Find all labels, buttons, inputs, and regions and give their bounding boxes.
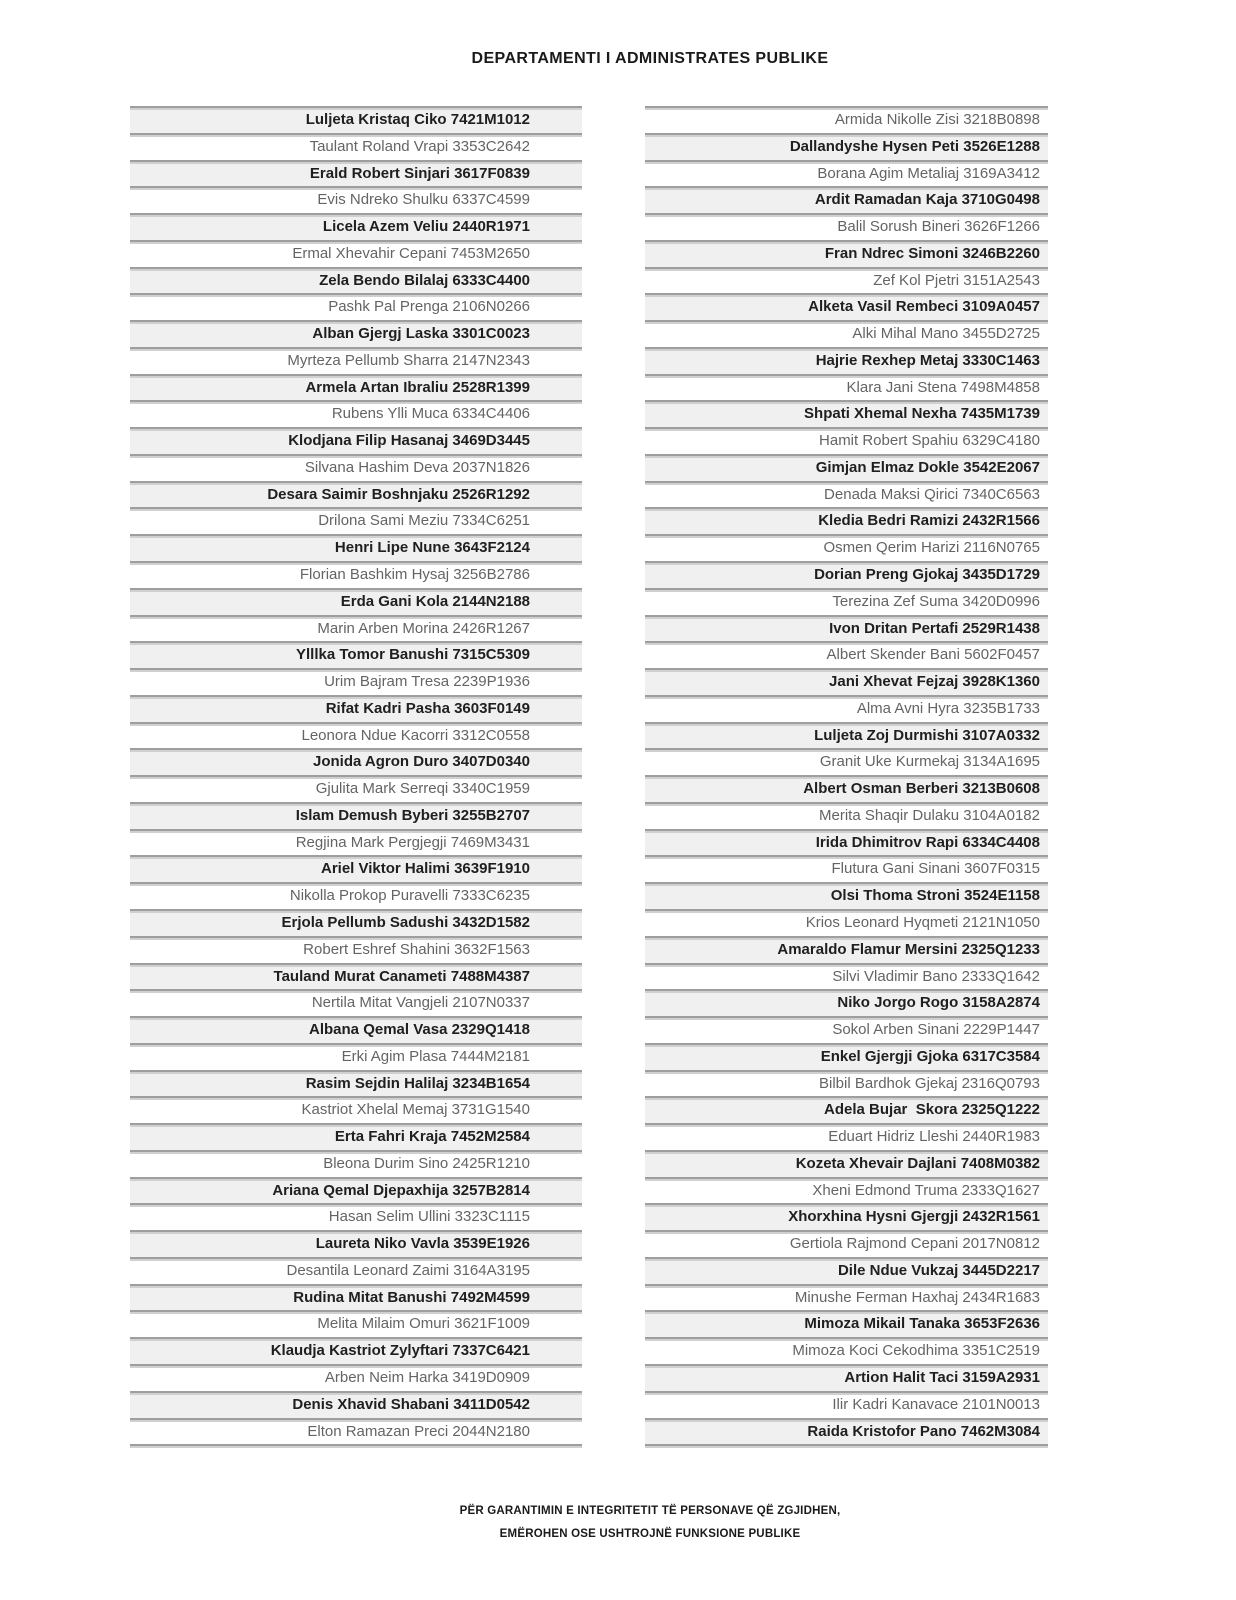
- person-entry: Mimoza Koci Cekodhima 3351C2519: [792, 1342, 1040, 1360]
- person-entry: Drilona Sami Meziu 7334C6251: [318, 512, 530, 530]
- list-item: [645, 1177, 1048, 1204]
- list-item: [645, 1043, 1048, 1070]
- person-entry: Taulant Roland Vrapi 3353C2642: [309, 137, 530, 155]
- list-item: [645, 829, 1048, 856]
- person-entry: Nertila Mitat Vangjeli 2107N0337: [311, 994, 530, 1012]
- list-item: [645, 561, 1048, 588]
- person-entry: Tauland Murat Canameti 7488M4387: [273, 967, 530, 985]
- person-entry: Desara Saimir Boshnjaku 2526R1292: [267, 485, 530, 503]
- page-footer: [130, 1500, 1170, 1546]
- person-entry: Mimoza Mikail Tanaka 3653F2636: [804, 1315, 1040, 1333]
- person-entry: Ardit Ramadan Kaja 3710G0498: [814, 191, 1040, 209]
- list-item: [130, 668, 582, 695]
- person-entry: Ermal Xhevahir Cepani 7453M2650: [292, 244, 530, 262]
- footer-line-2: EMËROHEN OSE USHTROJNË FUNKSIONE PUBLIKE: [499, 1528, 801, 1540]
- list-item: [645, 641, 1048, 668]
- list-item: [130, 454, 582, 481]
- list-item: [645, 106, 1048, 133]
- person-entry: Bilbil Bardhok Gjekaj 2316Q0793: [819, 1074, 1040, 1092]
- list-item: [645, 1096, 1048, 1123]
- list-item: [645, 1123, 1048, 1150]
- list-item: [130, 267, 582, 294]
- list-item: [130, 133, 582, 160]
- list-item: [130, 936, 582, 963]
- person-entry: Erda Gani Kola 2144N2188: [340, 592, 530, 610]
- person-entry: Alma Avni Hyra 3235B1733: [856, 699, 1040, 717]
- person-entry: Xheni Edmond Truma 2333Q1627: [812, 1181, 1040, 1199]
- list-item: [645, 374, 1048, 401]
- person-entry: Alki Mihal Mano 3455D2725: [852, 325, 1040, 343]
- list-item: [645, 775, 1048, 802]
- list-item: [645, 855, 1048, 882]
- person-entry: Adela Bujar Skora 2325Q1222: [824, 1101, 1040, 1119]
- person-entry: Gimjan Elmaz Dokle 3542E2067: [815, 458, 1040, 476]
- person-entry: Minushe Ferman Haxhaj 2434R1683: [794, 1288, 1040, 1306]
- list-item: [130, 240, 582, 267]
- list-item: [645, 534, 1048, 561]
- person-entry: Gjulita Mark Serreqi 3340C1959: [315, 780, 530, 798]
- list-item: [645, 1203, 1048, 1230]
- list-item: [645, 400, 1048, 427]
- list-item: [130, 882, 582, 909]
- list-item: [130, 748, 582, 775]
- person-entry: Laureta Niko Vavla 3539E1926: [315, 1235, 530, 1253]
- person-entry: Sokol Arben Sinani 2229P1447: [832, 1021, 1040, 1039]
- list-item: [130, 1310, 582, 1337]
- list-item: [645, 615, 1048, 642]
- list-item: [130, 1364, 582, 1391]
- list-item: [130, 588, 582, 615]
- footer-line-1: PËR GARANTIMIN E INTEGRITETIT TË PERSONAVE QË ZGJIDHEN,: [459, 1505, 841, 1517]
- person-entry: Rasim Sejdin Halilaj 3234B1654: [305, 1074, 530, 1092]
- list-item: [130, 1203, 582, 1230]
- list-item: [645, 1230, 1048, 1257]
- list-item: [645, 989, 1048, 1016]
- person-entry: Kozeta Xhevair Dajlani 7408M0382: [795, 1154, 1040, 1172]
- person-entry: Merita Shaqir Dulaku 3104A0182: [819, 806, 1040, 824]
- list-item: [645, 240, 1048, 267]
- list-item: [130, 1418, 582, 1445]
- list-item: [130, 374, 582, 401]
- list-item: [130, 1016, 582, 1043]
- list-item: [130, 829, 582, 856]
- list-item: [130, 106, 582, 133]
- person-entry: Desantila Leonard Zaimi 3164A3195: [286, 1261, 530, 1279]
- list-item: [645, 293, 1048, 320]
- person-entry: Albert Skender Bani 5602F0457: [826, 646, 1040, 664]
- list-item: [130, 1337, 582, 1364]
- list-item: [130, 293, 582, 320]
- list-item: [130, 909, 582, 936]
- person-entry: Alketa Vasil Rembeci 3109A0457: [808, 298, 1040, 316]
- list-item: [130, 186, 582, 213]
- person-entry: Alban Gjergj Laska 3301C0023: [312, 325, 530, 343]
- person-entry: Gertiola Rajmond Cepani 2017N0812: [789, 1235, 1040, 1253]
- list-item: [130, 963, 582, 990]
- list-item: [645, 1284, 1048, 1311]
- list-item: [130, 1284, 582, 1311]
- list-item: [645, 963, 1048, 990]
- person-entry: Denis Xhavid Shabani 3411D0542: [292, 1395, 530, 1413]
- person-entry: Hamit Robert Spahiu 6329C4180: [819, 432, 1040, 450]
- person-entry: Silvana Hashim Deva 2037N1826: [304, 458, 530, 476]
- list-item: [130, 1043, 582, 1070]
- person-entry: Borana Agim Metaliaj 3169A3412: [817, 164, 1040, 182]
- person-entry: Islam Demush Byberi 3255B2707: [295, 806, 530, 824]
- list-item: [645, 454, 1048, 481]
- list-item: [645, 936, 1048, 963]
- person-entry: Dile Ndue Vukzaj 3445D2217: [837, 1261, 1040, 1279]
- person-entry: Licela Azem Veliu 2440R1971: [322, 218, 530, 236]
- list-item: [645, 186, 1048, 213]
- names-table-right: [645, 106, 1048, 1449]
- list-item: [130, 1230, 582, 1257]
- list-item: [130, 213, 582, 240]
- list-item: [130, 427, 582, 454]
- list-item: [130, 802, 582, 829]
- person-entry: Ariana Qemal Djepaxhija 3257B2814: [272, 1181, 530, 1199]
- person-entry: Terezina Zef Suma 3420D0996: [832, 592, 1040, 610]
- person-entry: Jonida Agron Duro 3407D0340: [312, 753, 530, 771]
- list-item: [130, 722, 582, 749]
- person-entry: Granit Uke Kurmekaj 3134A1695: [819, 753, 1040, 771]
- list-item: [130, 695, 582, 722]
- person-entry: Klodjana Filip Hasanaj 3469D3445: [288, 432, 530, 450]
- list-item: [645, 160, 1048, 187]
- person-entry: Shpati Xhemal Nexha 7435M1739: [804, 405, 1040, 423]
- list-item: [645, 802, 1048, 829]
- person-entry: Eduart Hidriz Lleshi 2440R1983: [828, 1128, 1040, 1146]
- person-entry: Rifat Kadri Pasha 3603F0149: [325, 699, 530, 717]
- person-entry: Osmen Qerim Harizi 2116N0765: [823, 539, 1040, 557]
- list-item: [130, 775, 582, 802]
- person-entry: Zef Kol Pjetri 3151A2543: [873, 271, 1040, 289]
- list-item: [130, 347, 582, 374]
- person-entry: Albert Osman Berberi 3213B0608: [803, 780, 1040, 798]
- person-entry: Erki Agim Plasa 7444M2181: [341, 1047, 530, 1065]
- list-item: [645, 1016, 1048, 1043]
- list-item: [645, 1391, 1048, 1418]
- list-item: [645, 320, 1048, 347]
- names-table-left: [130, 106, 582, 1449]
- person-entry: Niko Jorgo Rogo 3158A2874: [837, 994, 1040, 1012]
- list-item: [645, 1257, 1048, 1284]
- list-item: [130, 1070, 582, 1097]
- list-item: [645, 748, 1048, 775]
- person-entry: Zela Bendo Bilalaj 6333C4400: [319, 271, 530, 289]
- person-entry: Dorian Preng Gjokaj 3435D1729: [814, 566, 1040, 584]
- list-item: [645, 133, 1048, 160]
- person-entry: Elton Ramazan Preci 2044N2180: [307, 1422, 530, 1440]
- list-item: [645, 695, 1048, 722]
- list-item: [645, 347, 1048, 374]
- list-item: [130, 1123, 582, 1150]
- table-bottom-border: [645, 1444, 1048, 1449]
- person-entry: Kledia Bedri Ramizi 2432R1566: [818, 512, 1040, 530]
- list-item: [645, 1364, 1048, 1391]
- person-entry: Irida Dhimitrov Rapi 6334C4408: [815, 833, 1040, 851]
- list-item: [130, 561, 582, 588]
- list-item: [645, 481, 1048, 508]
- person-entry: Dallandyshe Hysen Peti 3526E1288: [789, 137, 1040, 155]
- person-entry: Pashk Pal Prenga 2106N0266: [328, 298, 530, 316]
- list-item: [645, 267, 1048, 294]
- list-item: [645, 1310, 1048, 1337]
- person-entry: Flutura Gani Sinani 3607F0315: [831, 860, 1040, 878]
- person-entry: Kastriot Xhelal Memaj 3731G1540: [301, 1101, 530, 1119]
- person-entry: Silvi Vladimir Bano 2333Q1642: [832, 967, 1040, 985]
- person-entry: Nikolla Prokop Puravelli 7333C6235: [289, 887, 530, 905]
- list-item: [130, 160, 582, 187]
- page-title: DEPARTAMENTI I ADMINISTRATES PUBLIKE: [471, 50, 829, 67]
- person-entry: Bleona Durim Sino 2425R1210: [323, 1154, 530, 1172]
- person-entry: Erjola Pellumb Sadushi 3432D1582: [281, 913, 530, 931]
- list-item: [645, 507, 1048, 534]
- list-item: [130, 1096, 582, 1123]
- person-entry: Xhorxhina Hysni Gjergji 2432R1561: [788, 1208, 1040, 1226]
- person-entry: Klaudja Kastriot Zylyftari 7337C6421: [270, 1342, 530, 1360]
- person-entry: Raida Kristofor Pano 7462M3084: [807, 1422, 1040, 1440]
- list-item: [645, 1418, 1048, 1445]
- person-entry: Melita Milaim Omuri 3621F1009: [317, 1315, 530, 1333]
- person-entry: Henri Lipe Nune 3643F2124: [334, 539, 530, 557]
- person-entry: Regjina Mark Pergjegji 7469M3431: [295, 833, 530, 851]
- list-item: [130, 400, 582, 427]
- person-entry: Amaraldo Flamur Mersini 2325Q1233: [777, 940, 1040, 958]
- person-entry: Armela Artan Ibraliu 2528R1399: [305, 378, 530, 396]
- person-entry: Erta Fahri Kraja 7452M2584: [334, 1128, 530, 1146]
- list-item: [645, 722, 1048, 749]
- person-entry: Balil Sorush Bineri 3626F1266: [837, 218, 1040, 236]
- list-item: [130, 1150, 582, 1177]
- person-entry: Hajrie Rexhep Metaj 3330C1463: [815, 351, 1040, 369]
- person-entry: Hasan Selim Ullini 3323C1115: [328, 1208, 530, 1226]
- person-entry: Denada Maksi Qirici 7340C6563: [824, 485, 1040, 503]
- table-bottom-border: [130, 1444, 582, 1449]
- person-entry: Myrteza Pellumb Sharra 2147N2343: [287, 351, 530, 369]
- list-item: [645, 427, 1048, 454]
- person-entry: Ivon Dritan Pertafi 2529R1438: [829, 619, 1040, 637]
- list-item: [130, 1177, 582, 1204]
- list-item: [645, 1070, 1048, 1097]
- person-entry: Klara Jani Stena 7498M4858: [846, 378, 1040, 396]
- list-item: [645, 1150, 1048, 1177]
- list-item: [645, 1337, 1048, 1364]
- person-entry: Armida Nikolle Zisi 3218B0898: [834, 111, 1040, 128]
- person-entry: Olsi Thoma Stroni 3524E1158: [830, 887, 1040, 905]
- person-entry: Robert Eshref Shahini 3632F1563: [303, 940, 530, 958]
- person-entry: Marin Arben Morina 2426R1267: [317, 619, 530, 637]
- list-item: [130, 1391, 582, 1418]
- list-item: [130, 507, 582, 534]
- person-entry: Krios Leonard Hyqmeti 2121N1050: [805, 913, 1040, 931]
- list-item: [130, 320, 582, 347]
- person-entry: Ariel Viktor Halimi 3639F1910: [320, 860, 530, 878]
- person-entry: Luljeta Zoj Durmishi 3107A0332: [814, 726, 1040, 744]
- person-entry: Albana Qemal Vasa 2329Q1418: [309, 1021, 530, 1039]
- person-entry: Jani Xhevat Fejzaj 3928K1360: [829, 673, 1040, 691]
- person-entry: Evis Ndreko Shulku 6337C4599: [317, 191, 530, 209]
- list-item: [130, 615, 582, 642]
- list-item: [130, 989, 582, 1016]
- person-entry: Urim Bajram Tresa 2239P1936: [324, 673, 530, 691]
- person-entry: Erald Robert Sinjari 3617F0839: [309, 164, 530, 182]
- list-item: [130, 481, 582, 508]
- list-item: [645, 882, 1048, 909]
- list-item: [645, 668, 1048, 695]
- person-entry: Artion Halit Taci 3159A2931: [844, 1368, 1040, 1386]
- list-item: [645, 588, 1048, 615]
- person-entry: Florian Bashkim Hysaj 3256B2786: [299, 566, 530, 584]
- person-entry: Enkel Gjergji Gjoka 6317C3584: [820, 1047, 1040, 1065]
- person-entry: Ylllka Tomor Banushi 7315C5309: [296, 646, 530, 664]
- list-item: [130, 534, 582, 561]
- person-entry: Rudina Mitat Banushi 7492M4599: [293, 1288, 530, 1306]
- person-entry: Fran Ndrec Simoni 3246B2260: [824, 244, 1040, 262]
- list-item: [645, 213, 1048, 240]
- person-entry: Leonora Ndue Kacorri 3312C0558: [301, 726, 530, 744]
- person-entry: Rubens Ylli Muca 6334C4406: [331, 405, 530, 423]
- person-entry: Luljeta Kristaq Ciko 7421M1012: [305, 111, 530, 128]
- person-entry: Arben Neim Harka 3419D0909: [324, 1368, 530, 1386]
- list-item: [645, 909, 1048, 936]
- list-item: [130, 855, 582, 882]
- list-item: [130, 1257, 582, 1284]
- person-entry: Ilir Kadri Kanavace 2101N0013: [832, 1395, 1040, 1413]
- list-item: [130, 641, 582, 668]
